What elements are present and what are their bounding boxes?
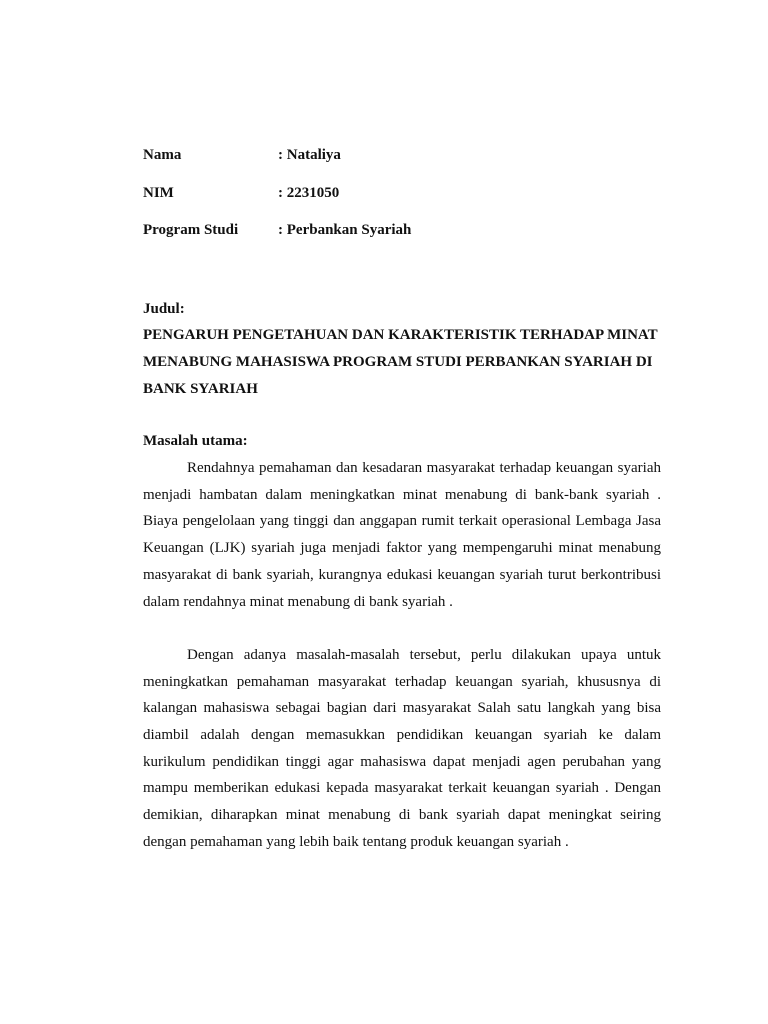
title-label: Judul: xyxy=(143,300,185,317)
problem-paragraph-2: Dengan adanya masalah-masalah tersebut, perlu dilakukan upaya untuk meningkatkan pemahaman masyarakat terhadap keuangan syariah, khususnya di kalangan mahasiswa sebagai bagian dari masyarakat Salah satu langkah yang bisa diambil adalah dengan memasukkan pendidikan keuangan syariah ke dalam kurikulum pendidikan tinggi agar mahasiswa dapat menjadi agen perubahan yang mampu memberikan edukasi kepada masyarakat terkait keuangan syariah . Dengan demikian, diharapkan minat menabung di bank syariah dapat meningkat seiring dengan pemahaman yang lebih baik tentang produk keuangan syariah . xyxy=(143,646,661,850)
program-value: : Perbankan Syariah xyxy=(278,219,661,257)
name-value: : Nataliya xyxy=(278,144,661,182)
nim-value: : 2231050 xyxy=(278,182,661,220)
program-label: Program Studi xyxy=(143,222,239,238)
title-section xyxy=(143,296,661,403)
problem-paragraph-1: Rendahnya pemahaman dan kesadaran masyarakat terhadap keuangan syariah menjadi hambatan dalam meningkatkan minat menabung di bank-bank syariah . Biaya pengelolaan yang tinggi dan anggapan rumit terkait operasional Lembaga Jasa Keuangan (LJK) syariah juga menjadi faktor yang mempengaruhi minat menabung masyarakat di bank syariah, kurangnya edukasi keuangan syariah turut berkontribusi dalam rendahnya minat menabung di bank syariah . xyxy=(143,460,661,610)
problem-section xyxy=(143,428,661,855)
thesis-title: PENGARUH PENGETAHUAN DAN KARAKTERISTIK TERHADAP MINAT MENABUNG MAHASISWA PROGRAM STUDI PERBANKAN SYARIAH DI BANK SYARIAH xyxy=(143,327,658,397)
nim-label: NIM xyxy=(143,184,174,201)
student-info xyxy=(143,144,661,257)
name-label: Nama xyxy=(143,147,182,163)
info-row-program xyxy=(143,219,661,257)
info-row-name xyxy=(143,144,661,182)
document-page xyxy=(143,144,661,856)
problem-label: Masalah utama: xyxy=(143,433,248,450)
info-row-nim xyxy=(143,182,661,220)
